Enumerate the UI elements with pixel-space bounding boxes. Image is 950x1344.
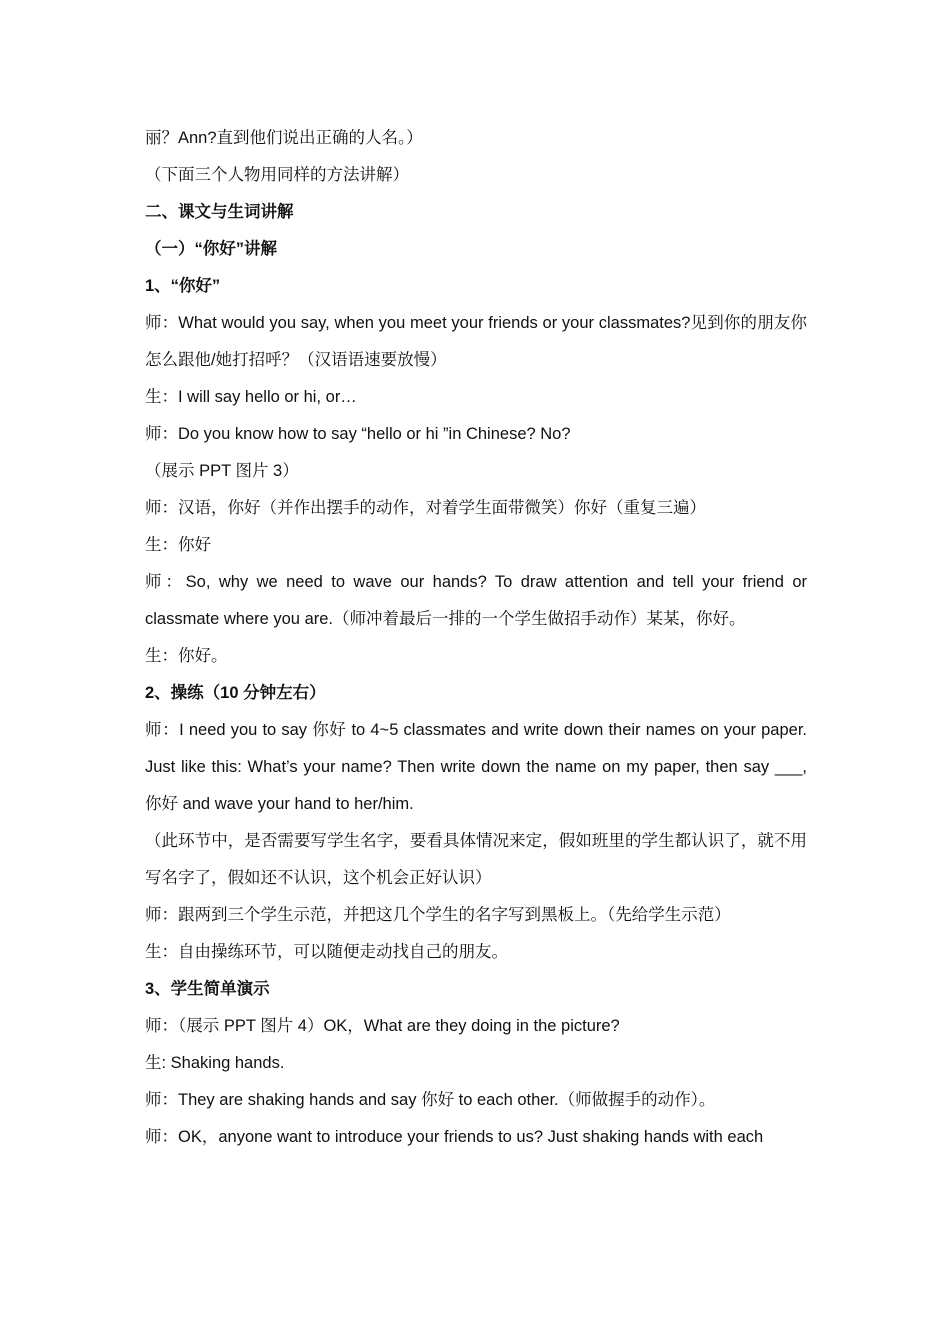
text-line: （下面三个人物用同样的方法讲解）: [145, 166, 409, 184]
subsection-heading: （一）“你好”讲解: [145, 240, 277, 258]
teacher-line: 师：What would you say, when you meet your friends or your classmates?见到你的朋友你怎么跟他/她打招呼？（汉语语速要放慢）: [145, 314, 807, 369]
item-heading: 1、“你好”: [145, 277, 221, 295]
teacher-line: 师：OK，anyone want to introduce your friends to us? Just shaking hands with each: [145, 1128, 764, 1146]
teacher-line: 师：So, why we need to wave our hands? To draw attention and tell your friend or classmate where you are.（师冲着最后一排的一个学生做招手动作）某某，你好。: [145, 573, 807, 628]
student-line: 生：自由操练环节，可以随便走动找自己的朋友。: [145, 943, 508, 961]
teacher-line: 师：They are shaking hands and say 你好 to each other.（师做握手的动作）。: [145, 1091, 716, 1109]
teacher-line: 师：跟两到三个学生示范，并把这几个学生的名字写到黑板上。（先给学生示范）: [145, 906, 731, 924]
item-heading: 2、操练（10 分钟左右）: [145, 684, 326, 702]
teacher-line: 师：Do you know how to say “hello or hi ”in Chinese? No?: [145, 425, 571, 443]
item-heading: 3、学生简单演示: [145, 980, 270, 998]
student-line: 生：你好: [145, 536, 211, 554]
student-line: 生: Shaking hands.: [145, 1054, 285, 1072]
student-line: 生：你好。: [145, 647, 228, 665]
document-page: [145, 120, 807, 1156]
note-line: （展示 PPT 图片 3）: [145, 462, 299, 480]
teacher-line: 师：（展示 PPT 图片 4）OK，What are they doing in the picture?: [145, 1017, 620, 1035]
teacher-line: 师：I need you to say 你好 to 4~5 classmates and write down their names on your paper. Just like this: What’s your name? Then write down the name on my paper, then say ___, 你好 and wave your hand to her/him.: [145, 721, 807, 813]
note-line: （此环节中，是否需要写学生名字，要看具体情况来定，假如班里的学生都认识了，就不用写名字了，假如还不认识，这个机会正好认识）: [145, 832, 807, 887]
teacher-line: 师：汉语，你好（并作出摆手的动作，对着学生面带微笑）你好（重复三遍）: [145, 499, 706, 517]
text-line: 丽？Ann?直到他们说出正确的人名。）: [145, 129, 423, 147]
student-line: 生：I will say hello or hi, or…: [145, 388, 357, 406]
section-heading: 二、课文与生词讲解: [145, 203, 294, 221]
